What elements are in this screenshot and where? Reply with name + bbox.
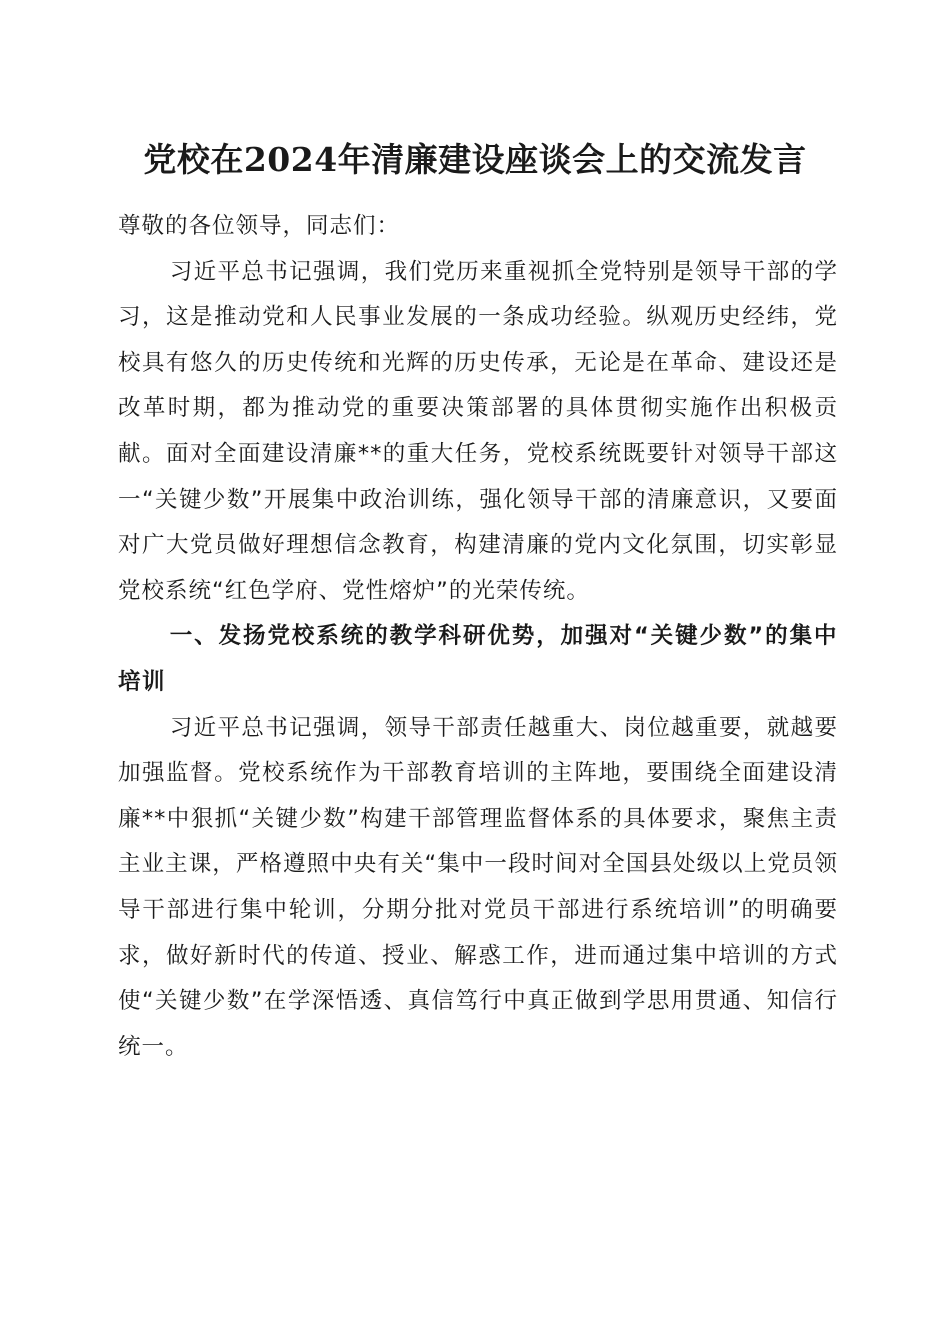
section-paragraph-1: 习近平总书记强调，领导干部责任越重大、岗位越重要，就越要加强监督。党校系统作为干部教育培训的主阵地，要围绕全面建设清廉**中狠抓“关键少数”构建干部管理监督体系的具体要求，聚焦主责主业主课，严格遵照中央有关“集中一段时间对全国县处级以上党员领导干部进行集中轮训，分期分批对党员干部进行系统培训”的明确要求，做好新时代的传道、授业、解惑工作，进而通过集中培训的方式使“关键少数”在学深悟透、真信笃行中真正做到学思用贯通、知信行统一。 xyxy=(118,714,838,1060)
document-body xyxy=(118,204,838,1070)
salutation: 尊敬的各位领导，同志们： xyxy=(118,213,401,239)
intro-paragraph: 习近平总书记强调，我们党历来重视抓全党特别是领导干部的学习，这是推动党和人民事业发展的一条成功经验。纵观历史经纬，党校具有悠久的历史传统和光辉的历史传承，无论是在革命、建设还是改革时期，都为推动党的重要决策部署的具体贯彻实施作出积极贡献。面对全面建设清廉**的重大任务，党校系统既要针对领导干部这一“关键少数”开展集中政治训练，强化领导干部的清廉意识，又要面对广大党员做好理想信念教育，构建清廉的党内文化氛围，切实彰显党校系统“红色学府、党性熔炉”的光荣传统。 xyxy=(118,258,838,604)
document-title: 党校在2024年清廉建设座谈会上的交流发言 xyxy=(143,140,807,179)
section-heading-1: 一、发扬党校系统的教学科研优势，加强对“关键少数”的集中培训 xyxy=(118,623,838,695)
